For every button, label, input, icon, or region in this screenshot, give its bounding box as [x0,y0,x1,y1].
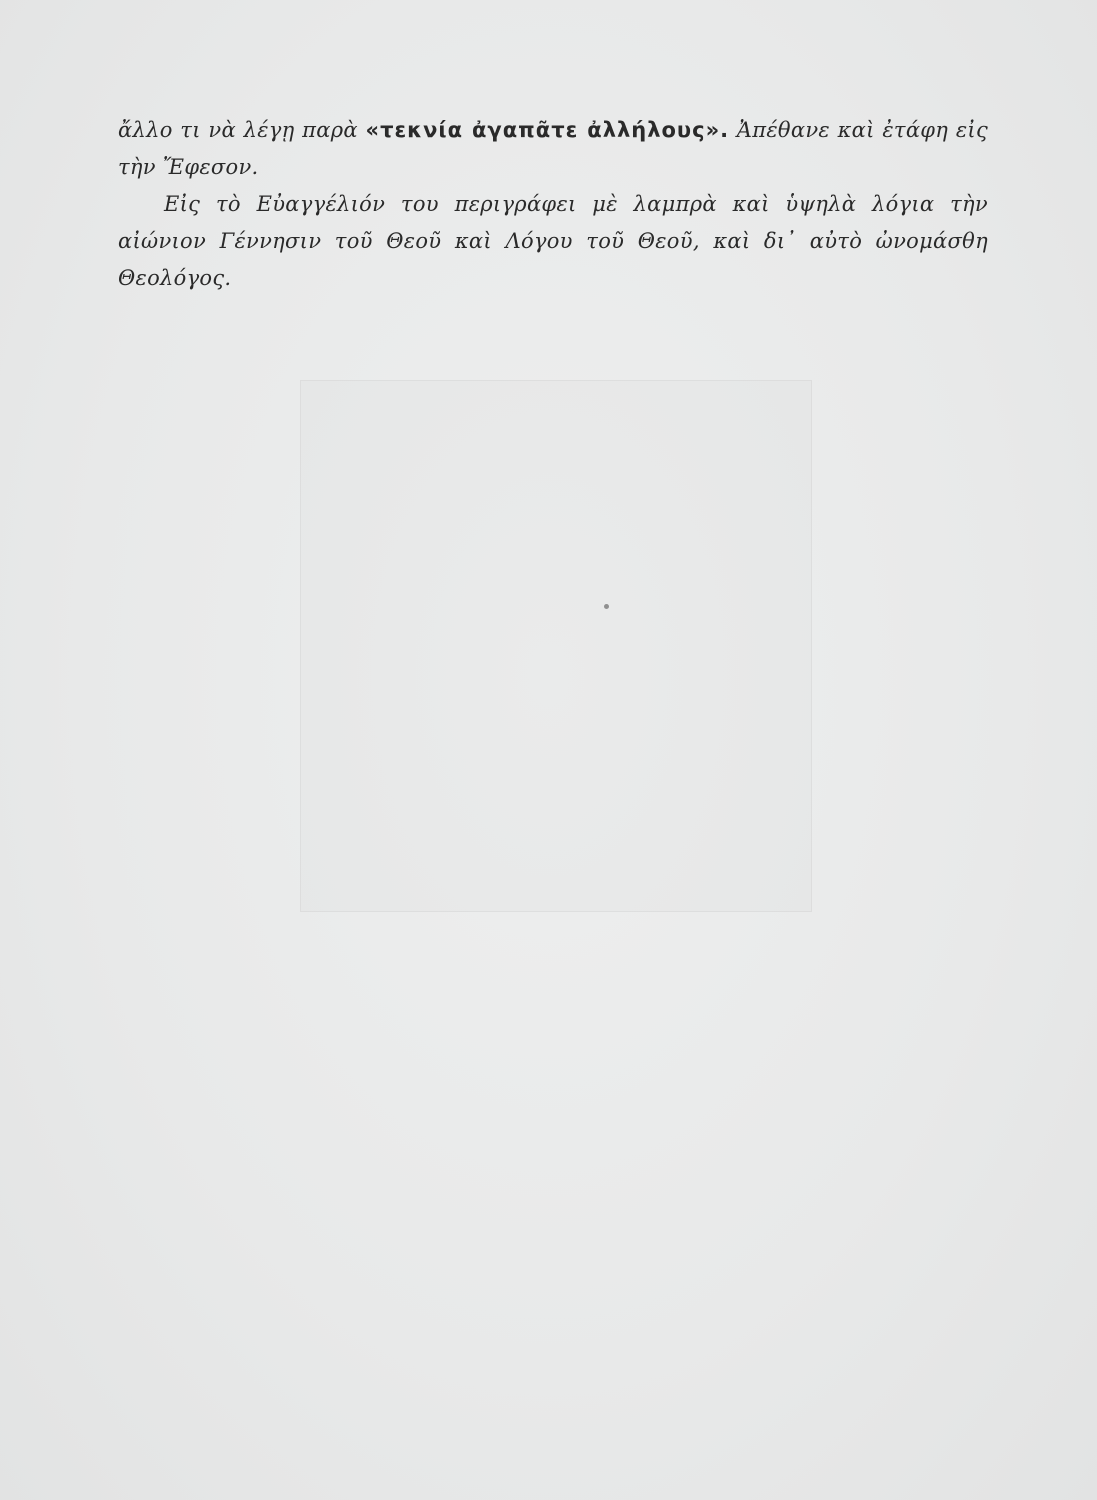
quoted-emphasis: «τεκνία ἀγαπᾶτε ἀλλήλους». [365,118,730,142]
paragraph-2: Εἰς τὸ Εὐαγγέλιόν του περιγράφει μὲ λαμπρὰ καὶ ὑψηλὰ λόγια τὴν αἰώνιον Γέννησιν τοῦ Θεοῦ καὶ Λόγου τοῦ Θεοῦ, καὶ δι᾽ αὐτὸ ὠνομάσθη Θεολόγος. [118,192,988,290]
bleed-through-image-area [300,380,812,912]
paper-speck [604,604,609,609]
body-text [118,112,988,297]
paragraph-1-text-after: Ἀπέθανε καὶ ἐτάφη εἰς τὴν Ἔφεσον. [118,118,989,179]
paragraph-1-text-before: ἄλλο τι νὰ λέγῃ παρὰ [118,118,366,142]
paragraph-1 [118,112,988,186]
